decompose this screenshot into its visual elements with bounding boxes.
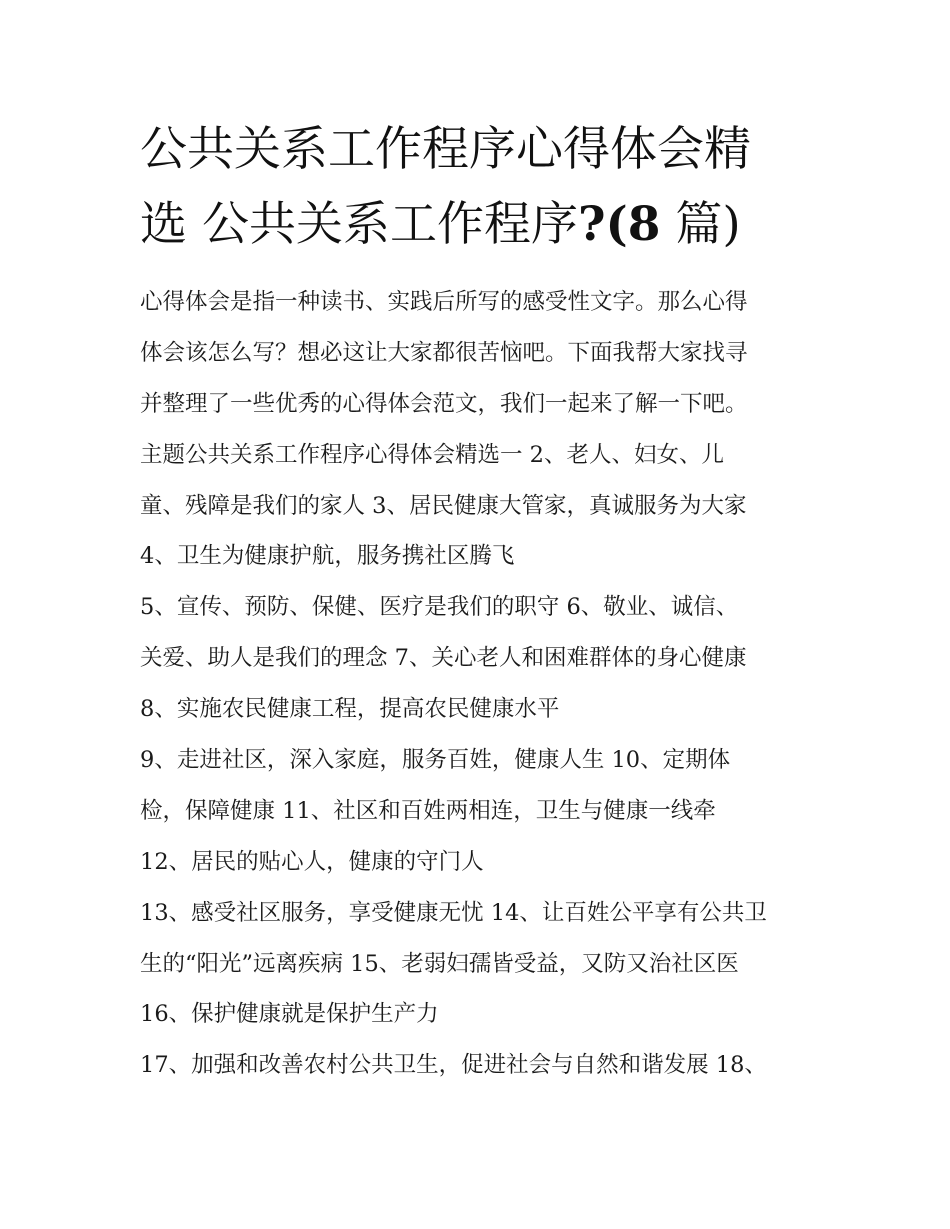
body-line: 关爱、助人是我们的理念 7、关心老人和困难群体的身心健康 (140, 645, 747, 672)
document-body (140, 277, 830, 1091)
body-line: 17、加强和改善农村公共卫生，促进社会与自然和谐发展 18、 (140, 1052, 767, 1079)
body-line: 4、卫生为健康护航，服务携社区腾飞 (140, 543, 515, 570)
body-line: 童、残障是我们的家人 3、居民健康大管家，真诚服务为大家 (140, 492, 747, 519)
title-line-2-text: 选 公共关系工作程序 (140, 197, 578, 252)
body-line: 8、实施农民健康工程，提高农民健康水平 (140, 696, 560, 723)
body-line: 13、感受社区服务，享受健康无忧 14、让百姓公平享有公共卫 (140, 899, 767, 926)
body-line: 5、宣传、预防、保健、医疗是我们的职守 6、敬业、诚信、 (140, 594, 739, 621)
title-line-2-count: ?(8 (577, 197, 661, 252)
body-line: 检，保障健康 11、社区和百姓两相连，卫生与健康一线牵 (140, 797, 716, 824)
body-line: 心得体会是指一种读书、实践后所写的感受性文字。那么心得 (140, 289, 748, 315)
body-line: 体会该怎么写？想必这让大家都很苦恼吧。下面我帮大家找寻 (140, 339, 748, 366)
body-line: 12、居民的贴心人，健康的守门人 (140, 848, 484, 875)
title-line-2-suffix: 篇) (660, 197, 741, 252)
title-line-1: 公共关系工作程序心得体会精 (140, 122, 751, 177)
body-line: 生的“阳光”远离疾病 15、老弱妇孺皆受益，又防又治社区医 (140, 950, 739, 977)
body-line: 并整理了一些优秀的心得体会范文，我们一起来了解一下吧。 (140, 390, 748, 417)
document-title (140, 112, 830, 262)
body-line: 9、走进社区，深入家庭，服务百姓，健康人生 10、定期体 (140, 747, 731, 774)
body-line: 主题公共关系工作程序心得体会精选一 2、老人、妇女、儿 (140, 441, 724, 468)
body-line: 16、保护健康就是保护生产力 (140, 1001, 439, 1028)
